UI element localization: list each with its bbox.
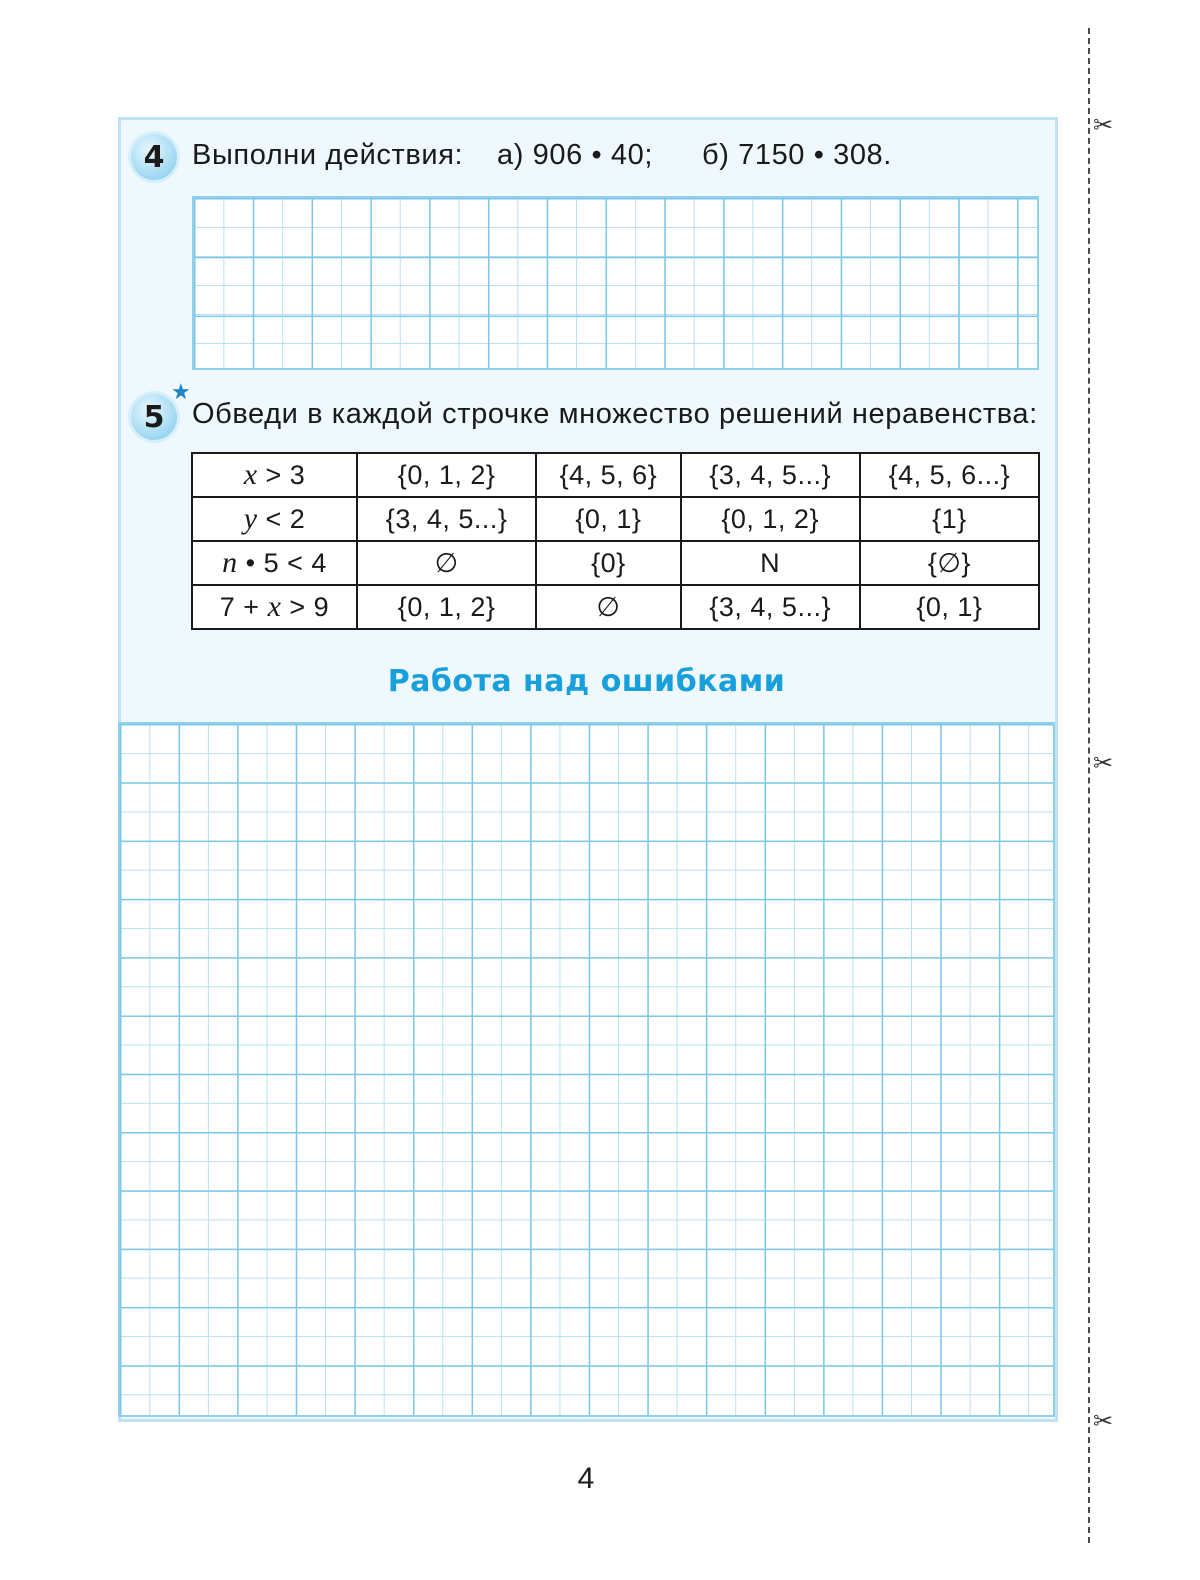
task5-prompt: Обведи в каждой строчке множество решений неравенства: (192, 398, 1038, 430)
task4-answer-grid[interactable] (192, 196, 1039, 370)
set-option-cell[interactable]: {0} (536, 541, 680, 585)
set-option-cell[interactable]: {1} (860, 497, 1039, 541)
set-option-cell[interactable]: {3, 4, 5...} (681, 585, 860, 629)
inequality-cell (192, 541, 357, 585)
set-option-cell[interactable]: {∅} (860, 541, 1039, 585)
set-option-cell[interactable]: {0, 1} (860, 585, 1039, 629)
inequality-variable: x (267, 590, 282, 623)
table-row (192, 541, 1039, 585)
set-option-cell[interactable]: {0, 1, 2} (357, 453, 536, 497)
section-heading: Работа над ошибками (387, 664, 786, 699)
inequality-rest: > 9 (281, 592, 330, 622)
inequality-prefix: 7 + (219, 592, 268, 622)
task4-prompt: Выполни действия: (192, 139, 464, 171)
table-row (192, 497, 1039, 541)
task-number-badge: 4 (131, 134, 177, 180)
inequality-cell (192, 497, 357, 541)
cut-line (1088, 28, 1090, 1543)
set-option-cell[interactable]: {4, 5, 6} (536, 453, 680, 497)
error-work-grid[interactable] (118, 722, 1055, 1417)
star-icon: ★ (171, 380, 191, 405)
solution-sets-table (191, 452, 1040, 630)
inequality-cell (192, 453, 357, 497)
set-option-cell[interactable]: {0, 1, 2} (681, 497, 860, 541)
set-option-cell[interactable]: ∅ (536, 585, 680, 629)
inequality-rest: < 2 (257, 504, 306, 534)
set-option-cell[interactable]: ∅ (357, 541, 536, 585)
task-number-badge: 5 (131, 394, 177, 440)
task4-part-b: б) 7150 • 308. (702, 139, 892, 171)
set-option-cell[interactable]: {4, 5, 6...} (860, 453, 1039, 497)
inequality-cell (192, 585, 357, 629)
inequality-rest: > 3 (257, 460, 306, 490)
set-option-cell[interactable]: N (681, 541, 860, 585)
inequality-variable: n (222, 546, 238, 579)
table-row (192, 585, 1039, 629)
task4-part-a: а) 906 • 40; (497, 139, 654, 171)
set-option-cell[interactable]: {0, 1} (536, 497, 680, 541)
inequality-variable: y (243, 502, 258, 535)
set-option-cell[interactable]: {0, 1, 2} (357, 585, 536, 629)
scissors-icon: ✂ (1090, 1406, 1116, 1436)
inequality-variable: x (243, 458, 258, 491)
page-number: 4 (577, 1462, 595, 1495)
scissors-icon: ✂ (1090, 748, 1116, 778)
set-option-cell[interactable]: {3, 4, 5...} (681, 453, 860, 497)
inequality-rest: • 5 < 4 (237, 548, 327, 578)
table-row (192, 453, 1039, 497)
scissors-icon: ✂ (1090, 110, 1116, 140)
set-option-cell[interactable]: {3, 4, 5...} (357, 497, 536, 541)
